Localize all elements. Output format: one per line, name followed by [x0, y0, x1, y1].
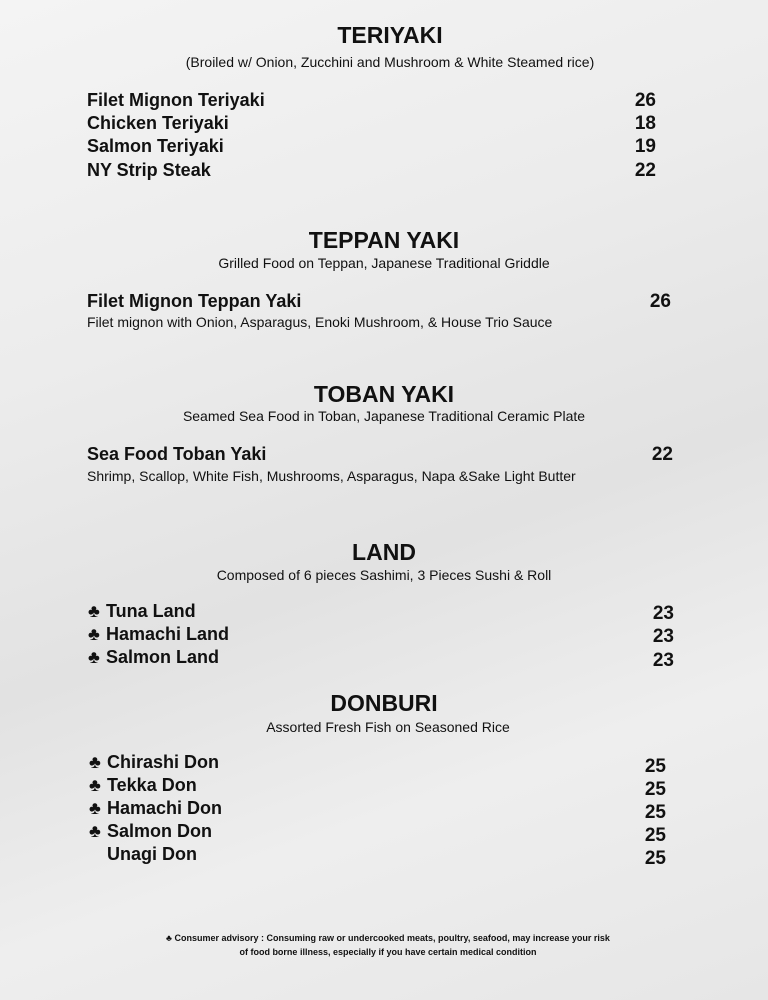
- menu-item-price: 25: [644, 848, 666, 869]
- menu-item-price: 25: [644, 779, 666, 800]
- menu-item: [89, 821, 212, 842]
- club-icon: ♣: [88, 647, 100, 667]
- menu-item-name: Chicken Teriyaki: [87, 113, 229, 133]
- menu-item-price: 18: [634, 113, 656, 134]
- section-subtitle-donburi: Assorted Fresh Fish on Seasoned Rice: [266, 719, 510, 735]
- section-subtitle-teriyaki: (Broiled w/ Onion, Zucchini and Mushroom & White Steamed rice): [185, 54, 595, 70]
- menu-item-price: 23: [652, 603, 674, 624]
- section-subtitle-toban-yaki: Seamed Sea Food in Toban, Japanese Traditional Ceramic Plate: [182, 408, 586, 424]
- section-title-teppan-yaki: TEPPAN YAKI: [308, 227, 460, 253]
- section-title-land: LAND: [352, 539, 416, 565]
- consumer-advisory: [0, 931, 768, 959]
- section-title-toban-yaki: TOBAN YAKI: [313, 381, 455, 407]
- menu-item-price: 19: [634, 136, 656, 157]
- club-icon: ♣: [89, 775, 101, 795]
- section-subtitle-land: Composed of 6 pieces Sashimi, 3 Pieces Sushi & Roll: [216, 567, 552, 583]
- section-title-teriyaki: TERIYAKI: [337, 22, 443, 48]
- club-icon: ♣: [89, 752, 101, 772]
- menu-item-name: Salmon Don: [107, 821, 213, 841]
- menu-item-name: Tekka Don: [107, 775, 197, 795]
- menu-item: [88, 624, 229, 645]
- club-icon: ♣: [88, 624, 100, 644]
- menu-item-name: Chirashi Don: [107, 752, 220, 772]
- menu-item-price: 23: [652, 626, 674, 647]
- menu-item: [89, 775, 197, 796]
- advisory-line: of food borne illness, especially if you have certain medical condition: [239, 947, 537, 957]
- club-icon: ♣: [88, 601, 100, 621]
- advisory-text: Consumer advisory : Consuming raw or undercooked meats, poultry, seafood, may increase your risk: [174, 933, 610, 943]
- club-icon: ♣: [166, 933, 175, 943]
- menu-item-price: 22: [651, 444, 673, 465]
- club-icon: ♣: [89, 798, 101, 818]
- menu-item-name: Hamachi Don: [107, 798, 223, 818]
- menu-item-name: Tuna Land: [106, 601, 196, 621]
- menu-item: [89, 752, 219, 773]
- menu-item-name: Sea Food Toban Yaki: [87, 444, 267, 464]
- advisory-line: [0, 931, 768, 945]
- menu-item-name: Hamachi Land: [106, 624, 230, 644]
- menu-item-price: 25: [644, 802, 666, 823]
- club-icon: ♣: [89, 821, 101, 841]
- menu-item-description: Filet mignon with Onion, Asparagus, Enoki Mushroom, & House Trio Sauce: [87, 314, 553, 330]
- menu-item-name: Filet Mignon Teppan Yaki: [87, 291, 302, 311]
- menu-item-price: 25: [644, 756, 666, 777]
- menu-item-name: NY Strip Steak: [87, 160, 211, 180]
- menu-item-price: 25: [644, 825, 666, 846]
- menu-item-description: Shrimp, Scallop, White Fish, Mushrooms, Asparagus, Napa &Sake Light Butter: [87, 468, 576, 484]
- menu-item-name: Salmon Teriyaki: [87, 136, 224, 156]
- section-subtitle-teppan-yaki: Grilled Food on Teppan, Japanese Traditional Griddle: [218, 255, 550, 271]
- menu-item-price: 26: [634, 90, 656, 111]
- menu-item: [88, 601, 196, 622]
- menu-item-price: 26: [649, 291, 671, 312]
- menu-item-price: 22: [634, 160, 656, 181]
- menu-item-name: Filet Mignon Teriyaki: [87, 90, 265, 110]
- menu-item-name: Unagi Don: [107, 844, 197, 864]
- menu-item-name: Salmon Land: [106, 647, 220, 667]
- section-title-donburi: DONBURI: [330, 690, 438, 716]
- menu-item: [88, 647, 219, 668]
- menu-item-price: 23: [652, 650, 674, 671]
- menu-item: [89, 798, 222, 819]
